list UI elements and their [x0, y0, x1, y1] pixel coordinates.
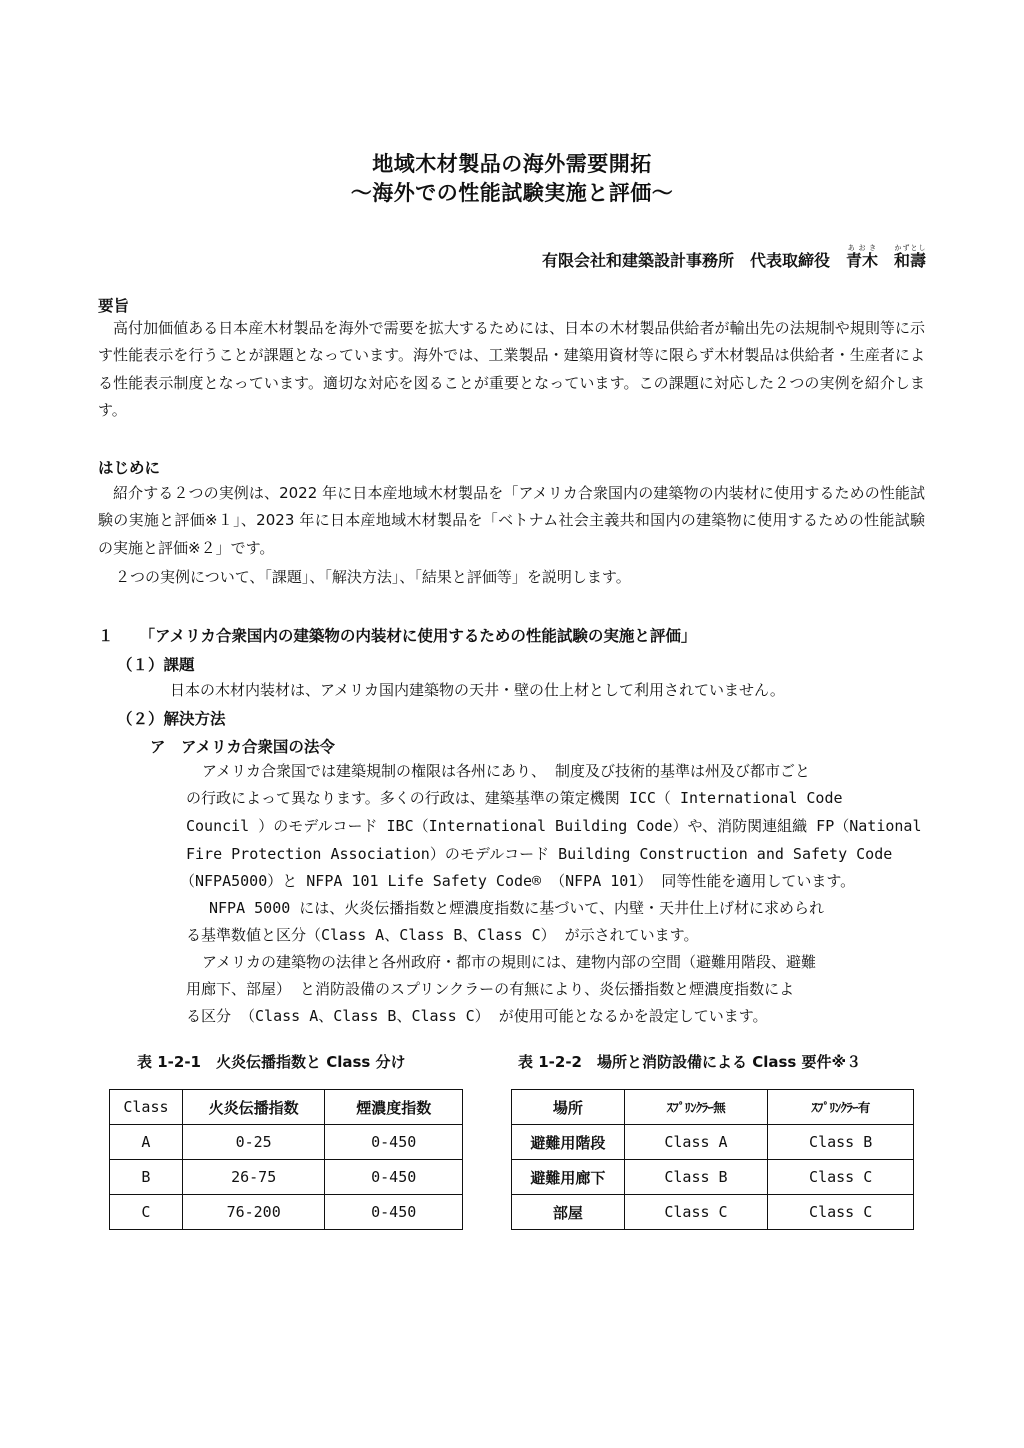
body-line-2: の行政によって異なります。多くの行政は、建築基準の策定機関 ICC（ International Code	[186, 789, 843, 807]
body-line-3: Council ）のモデルコード IBC（International Building Code）や、消防関連組織 FP（National	[186, 817, 922, 835]
table-cell: Class B	[624, 1160, 768, 1195]
body-line-8: アメリカの建築物の法律と各州政府・都市の規則には、建物内部の空間（避難用階段、避難	[202, 953, 816, 971]
author-given-name: 和壽かずとし	[893, 244, 926, 270]
table-row	[110, 1125, 463, 1160]
table-1-header-cell: Class	[110, 1090, 183, 1125]
table-2-caption: 表 1-2-2 場所と消防設備による Class 要件※３	[518, 1053, 862, 1071]
table-1-caption: 表 1-2-1 火炎伝播指数と Class 分け	[137, 1053, 406, 1071]
table-cell: Class C	[768, 1195, 914, 1230]
table-row	[110, 1195, 463, 1230]
intro-paragraph-1: 紹介する２つの実例は、2022 年に日本産地域木材製品を「アメリカ合衆国内の建築物の内装材に使用するための性能試験の実施と評価※１」、2023 年に日本産地域木材製品を「ベトナム社会主義共和国内の建築物に使用するための性能試験の実施と評価※２」です。	[98, 484, 925, 557]
table-row	[512, 1125, 914, 1160]
table-1	[109, 1089, 463, 1230]
subsection-1-label: （１）課題	[117, 656, 195, 674]
body-line-5: （NFPA5000）と NFPA 101 Life Safety Code® （NFPA 101） 同等性能を適用しています。	[180, 872, 856, 890]
table-cell: 0-25	[182, 1125, 325, 1160]
table-cell: 0-450	[325, 1125, 463, 1160]
section-1-number: １	[98, 627, 114, 645]
table-row	[512, 1195, 914, 1230]
section-1-title: 「アメリカ合衆国内の建築物の内装材に使用するための性能試験の実施と評価」	[139, 627, 697, 645]
table-row	[110, 1160, 463, 1195]
table-cell: B	[110, 1160, 183, 1195]
subsection-1-text: 日本の木材内装材は、アメリカ国内建築物の天井・壁の仕上材として利用されていません。	[170, 681, 785, 699]
author-surname: 青木あおき	[845, 244, 878, 270]
table-2-header-cell: ｽﾌﾟﾘﾝｸﾗｰ有	[768, 1090, 914, 1125]
author-affiliation: 有限会社和建築設計事務所	[541, 251, 734, 270]
table-cell: A	[110, 1125, 183, 1160]
intro-paragraph-2: ２つの実例について、「課題」、「解決方法」、「結果と評価等」を説明します。	[115, 568, 631, 586]
table-2-header-cell: ｽﾌﾟﾘﾝｸﾗｰ無	[624, 1090, 768, 1125]
item-a-heading: ア アメリカ合衆国の法令	[150, 738, 335, 756]
table-row	[512, 1160, 914, 1195]
author-surname-ruby: あおき	[845, 244, 878, 252]
abstract-heading: 要旨	[98, 297, 130, 315]
body-line-4: Fire Protection Association）のモデルコード Building Construction and Safety Code	[186, 845, 893, 863]
table-cell: 0-450	[325, 1195, 463, 1230]
intro-heading: はじめに	[98, 459, 161, 477]
section-1-heading	[98, 624, 696, 646]
table-cell: C	[110, 1195, 183, 1230]
table-2-header-row	[512, 1090, 914, 1125]
table-1-header-cell: 煙濃度指数	[325, 1090, 463, 1125]
table-1-header-cell: 火炎伝播指数	[182, 1090, 325, 1125]
table-cell: 26-75	[182, 1160, 325, 1195]
body-line-9: 用廊下、部屋） と消防設備のスプリンクラーの有無により、炎伝播指数と煙濃度指数によ	[186, 980, 795, 998]
table-cell: 避難用階段	[512, 1125, 625, 1160]
table-2	[511, 1089, 914, 1230]
table-cell: 76-200	[182, 1195, 325, 1230]
table-cell: Class B	[768, 1125, 914, 1160]
table-1-header-row	[110, 1090, 463, 1125]
table-cell: Class A	[624, 1125, 768, 1160]
body-line-7: る基準数値と区分（Class A、Class B、Class C） が示されています。	[186, 926, 699, 944]
page-title: 地域木材製品の海外需要開拓	[372, 152, 652, 176]
body-line-1: アメリカ合衆国では建築規制の権限は各州にあり、 制度及び技術的基準は州及び都市ごと	[202, 762, 810, 780]
body-line-6: NFPA 5000 には、火炎伝播指数と煙濃度指数に基づいて、内壁・天井仕上げ材に求められ	[209, 899, 825, 917]
table-2-header-cell: 場所	[512, 1090, 625, 1125]
table-cell: Class C	[768, 1160, 914, 1195]
abstract-body: 高付加価値ある日本産木材製品を海外で需要を拡大するためには、日本の木材製品供給者が輸出先の法規制や規則等に示す性能表示を行うことが課題となっています。海外では、工業製品・建築用資材等に限らず木材製品は供給者・生産者による性能表示制度となっています。適切な対応を図ることが重要となっています。この課題に対応した２つの実例を紹介します。	[98, 319, 925, 419]
author-line	[542, 244, 926, 271]
author-given-ruby: かずとし	[893, 244, 926, 252]
table-cell: Class C	[624, 1195, 768, 1230]
subsection-2-label: （２）解決方法	[117, 710, 226, 728]
table-cell: 0-450	[325, 1160, 463, 1195]
table-cell: 避難用廊下	[512, 1160, 625, 1195]
author-position: 代表取締役	[749, 251, 830, 270]
page-subtitle: ～海外での性能試験実施と評価～	[350, 181, 674, 205]
body-line-10: る区分 （Class A、Class B、Class C） が使用可能となるかを設定しています。	[186, 1007, 768, 1025]
table-cell: 部屋	[512, 1195, 625, 1230]
